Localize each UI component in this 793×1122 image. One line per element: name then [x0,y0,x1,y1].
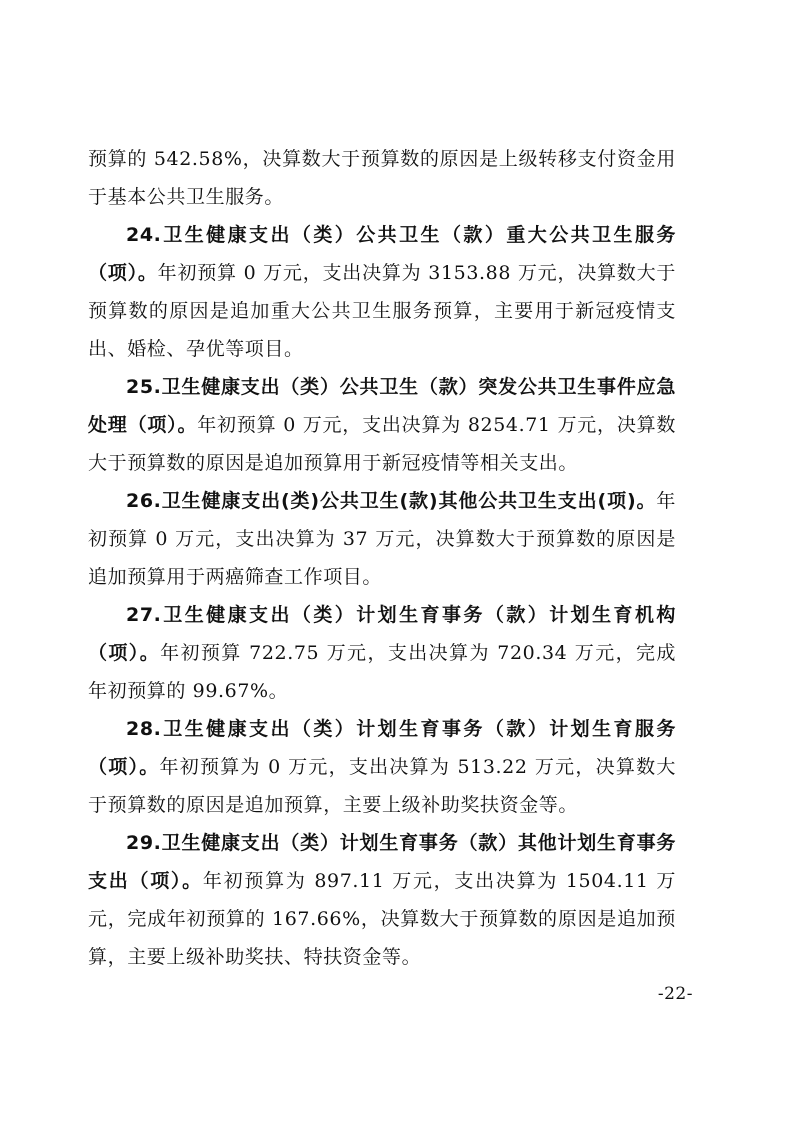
paragraph-item-29 [88,824,676,976]
paragraph-heading: 24.卫生健康支出（类）公共卫生（款）重大公共卫生服务（项）。 [88,224,676,284]
paragraph-item-24 [88,216,676,368]
paragraph-item-26 [88,482,676,596]
paragraph-text: 年初预算 0 万元，支出决算为 3153.88 万元，决算数大于预算数的原因是追加重大公共卫生服务预算，主要用于新冠疫情支出、婚检、孕优等项目。 [88,262,676,360]
body-text [88,140,676,976]
paragraph-text: 年初预算为 0 万元，支出决算为 513.22 万元，决算数大于预算数的原因是追加预算，主要上级补助奖扶资金等。 [88,756,676,816]
paragraph-heading: 26.卫生健康支出(类)公共卫生(款)其他公共卫生支出(项)。 [126,490,657,512]
paragraph-item-28 [88,710,676,824]
page-number: -22- [657,984,693,1004]
paragraph-heading: 25.卫生健康支出（类）公共卫生（款）突发公共卫生事件应急处理（项）。 [88,376,676,436]
paragraph-heading: 27.卫生健康支出（类）计划生育事务（款）计划生育机构（项）。 [88,604,676,664]
paragraph-text: 年初预算 722.75 万元，支出决算为 720.34 万元，完成年初预算的 99.67%。 [88,642,677,702]
paragraph-item-27 [88,596,676,710]
paragraph-item-25 [88,368,676,482]
paragraph-continued [88,140,676,216]
paragraph-heading: 28.卫生健康支出（类）计划生育事务（款）计划生育服务（项）。 [88,718,676,778]
paragraph-text: 年初预算为 897.11 万元，支出决算为 1504.11 万元，完成年初预算的 167.66%，决算数大于预算数的原因是追加预算，主要上级补助奖扶、特扶资金等。 [88,870,676,968]
paragraph-text: 预算的 542.58%，决算数大于预算数的原因是上级转移支付资金用于基本公共卫生服务。 [88,148,676,208]
paragraph-text: 年初预算 0 万元，支出决算为 37 万元，决算数大于预算数的原因是追加预算用于两癌筛查工作项目。 [88,490,676,588]
paragraph-text: 年初预算 0 万元，支出决算为 8254.71 万元，决算数大于预算数的原因是追加预算用于新冠疫情等相关支出。 [88,414,676,474]
paragraph-heading: 29.卫生健康支出（类）计划生育事务（款）其他计划生育事务支出（项）。 [88,832,676,892]
